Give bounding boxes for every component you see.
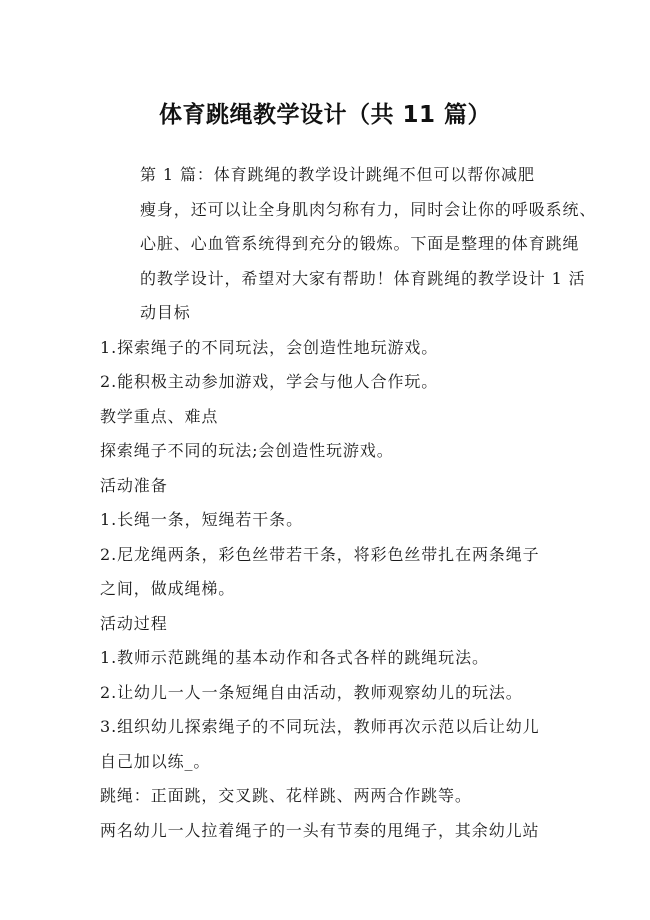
intro-paragraph <box>100 158 597 331</box>
step-item-3-line: 自己加以练_。 <box>100 751 211 771</box>
heading-preparation: 活动准备 <box>100 475 168 495</box>
intro-line: 心脏、心血管系统得到充分的锻炼。下面是整理的体育跳绳 <box>140 234 580 253</box>
document-body <box>100 158 597 848</box>
goal-item-1: 1.探索绳子的不同玩法，会创造性地玩游戏。 <box>100 337 439 357</box>
prep-item-2-line: 之间，做成绳梯。 <box>100 579 236 598</box>
intro-line: 瘦身，还可以让全身肌肉匀称有力，同时会让你的呼吸系统、 <box>140 199 597 219</box>
last-line-text: 两名幼儿一人拉着绳子的一头有节奏的甩绳子，其余幼儿站 <box>100 820 540 840</box>
step-item-1: 1.教师示范跳绳的基本动作和各式各样的跳绳玩法。 <box>100 648 489 667</box>
goal-item-2: 2.能积极主动参加游戏，学会与他人合作玩。 <box>100 372 439 391</box>
intro-line: 动目标 <box>140 303 191 322</box>
prep-item-2 <box>100 538 552 607</box>
prep-item-2-line: 2.尼龙绳两条，彩色丝带若干条，将彩色丝带扎在两条绳子 <box>100 544 540 564</box>
document-title: 体育跳绳教学设计（共 11 篇） <box>158 102 492 128</box>
jump-types-text: 跳绳：正面跳，交叉跳、花样跳、两两合作跳等。 <box>100 786 472 805</box>
step-item-3 <box>100 710 552 779</box>
intro-line: 第 1 篇：体育跳绳的教学设计跳绳不但可以帮你减肥 <box>140 165 535 184</box>
heading-process: 活动过程 <box>100 613 168 633</box>
heading-key-points: 教学重点、难点 <box>100 406 219 426</box>
key-points-text: 探索绳子不同的玩法;会创造性玩游戏。 <box>100 441 394 460</box>
step-item-2: 2.让幼儿一人一条短绳自由活动，教师观察幼儿的玩法。 <box>100 682 523 702</box>
prep-item-1: 1.长绳一条，短绳若干条。 <box>100 510 303 529</box>
step-item-3-line: 3.组织幼儿探索绳子的不同玩法，教师再次示范以后让幼儿 <box>100 717 540 736</box>
intro-line: 的教学设计，希望对大家有帮助！体育跳绳的教学设计 1 活 <box>140 268 586 288</box>
